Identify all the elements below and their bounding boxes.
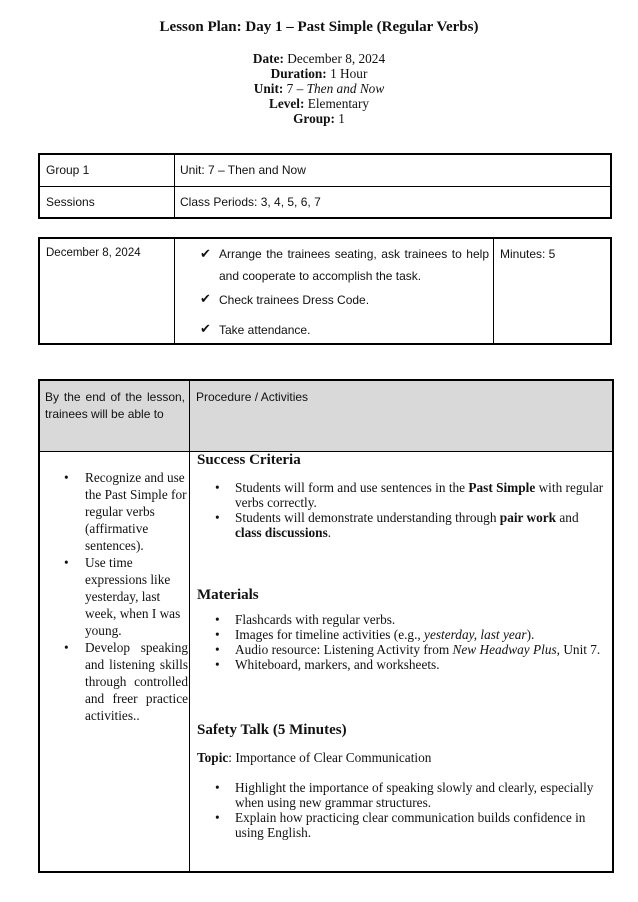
info-table (38, 153, 612, 219)
list-item: • Students will form and use sentences in the Past Simple with regular verbs correctly. (215, 480, 604, 510)
materials-section (197, 588, 607, 672)
objectives-list (60, 469, 188, 724)
bullet: • (215, 810, 220, 825)
task-item: Check trainees Dress Code. (219, 293, 370, 307)
table-divider (493, 239, 494, 343)
lesson-table (38, 379, 614, 873)
success-criteria-section (197, 453, 607, 540)
list-item: • Whiteboard, markers, and worksheets. (215, 657, 440, 672)
list-item: • Students will demonstrate understanding through pair work and class discussions. (215, 510, 579, 540)
header-objectives: By the end of the lesson, trainees will be able to (45, 390, 185, 421)
lesson-meta (0, 51, 638, 126)
check-icon: ✔ (200, 322, 211, 337)
meta-level: Level: Elementary (268, 96, 370, 111)
list-item: • Highlight the importance of speaking slowly and clearly, especially when using new grammar structures. (215, 780, 594, 810)
opening-date-cell: December 8, 2024 (46, 247, 141, 259)
list-item: • Images for timeline activities (e.g., yesterday, last year). (215, 627, 535, 642)
list-item: • Audio resource: Listening Activity from New Headway Plus, Unit 7. (215, 642, 601, 657)
meta-unit: Unit: 7 – Then and Now (253, 81, 385, 96)
page-title: Lesson Plan: Day 1 – Past Simple (Regular Verbs) (159, 19, 479, 35)
group-cell: Group 1 (46, 163, 90, 177)
bullet: • (215, 510, 220, 525)
check-icon: ✔ (200, 247, 211, 262)
list-item: • Explain how practicing clear communication builds confidence in using English. (215, 810, 586, 840)
list-item: • Develop speaking and listening skills through controlled and freer practice activities.. (64, 640, 188, 723)
task-item: Take attendance. (219, 323, 311, 337)
bullet: • (64, 555, 69, 570)
unit-cell: Unit: 7 – Then and Now (180, 163, 306, 177)
section-heading: Safety Talk (5 Minutes) (197, 722, 347, 738)
list-item: • Flashcards with regular verbs. (215, 612, 396, 627)
task-item: Arrange the trainees seating, ask trainees to help and cooperate to accomplish the task. (219, 247, 489, 283)
header-procedure: Procedure / Activities (196, 390, 309, 404)
list-item: • Use time expressions like yesterday, last week, when I was young. (64, 555, 181, 638)
bullet: • (215, 612, 220, 627)
meta-duration: Duration: 1 Hour (270, 66, 368, 81)
bullet: • (215, 657, 220, 672)
section-heading: Materials (197, 587, 259, 603)
opening-table (38, 237, 612, 345)
topic-line: Topic: Importance of Clear Communication (197, 750, 432, 765)
bullet: • (215, 480, 220, 495)
meta-date: Date: December 8, 2024 (252, 51, 386, 66)
sessions-cell: Sessions (46, 195, 95, 209)
bullet: • (215, 642, 220, 657)
bullet: • (64, 640, 69, 655)
check-icon: ✔ (200, 292, 211, 307)
meta-group: Group: 1 (293, 111, 345, 126)
table-divider (40, 186, 610, 187)
bullet: • (64, 470, 69, 485)
section-heading: Success Criteria (197, 452, 301, 468)
safety-talk-section (197, 723, 607, 840)
bullet: • (215, 780, 220, 795)
bullet: • (215, 627, 220, 642)
minutes-cell: Minutes: 5 (500, 247, 556, 261)
table-divider (189, 381, 190, 871)
class-periods-cell: Class Periods: 3, 4, 5, 6, 7 (180, 195, 321, 209)
list-item: • Recognize and use the Past Simple for regular verbs (affirmative sentences). (64, 470, 187, 553)
table-divider (174, 239, 175, 343)
